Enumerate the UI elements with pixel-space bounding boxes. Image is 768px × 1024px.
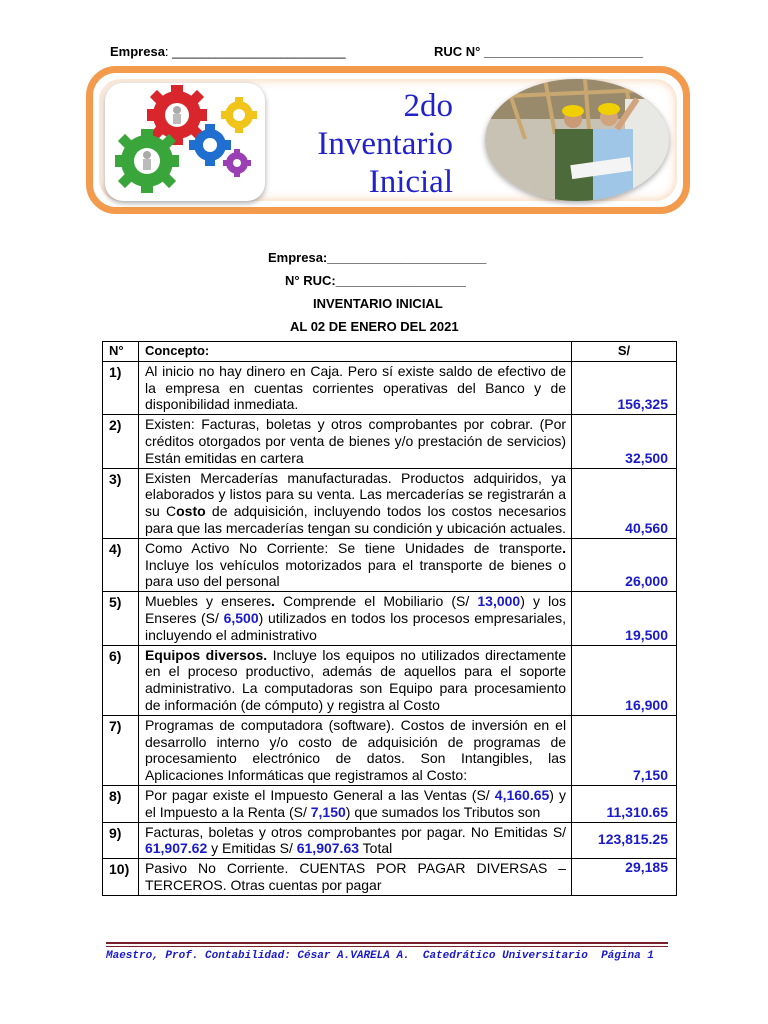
title-line-3: Inicial [368, 164, 453, 200]
row-amount: 26,000 [572, 538, 677, 591]
row-num: 10) [103, 859, 139, 896]
table-row [103, 415, 677, 468]
footer-rule-thin [106, 946, 668, 947]
row-amount: 32,500 [572, 415, 677, 468]
table-row [103, 538, 677, 591]
table-row [103, 715, 677, 785]
table-row [103, 592, 677, 645]
row-amount: 16,900 [572, 645, 677, 715]
table-header-row [103, 342, 677, 362]
gear-yellow-icon [221, 97, 257, 133]
row-concept: Existen: Facturas, boletas y otros comprobantes por cobrar. (Por créditos otorgados por venta de bienes y/o prestación de servicios) Están emitidas en cartera [138, 415, 571, 468]
table-row [103, 785, 677, 822]
gear-green-icon [115, 129, 179, 193]
table-row [103, 468, 677, 538]
row-concept: Muebles y enseres. Comprende el Mobiliario (S/ 13,000) y los Enseres (S/ 6,500) utilizados en todos los procesos empresariales, incluyendo el administrativo [138, 592, 571, 645]
row-num: 1) [103, 361, 139, 414]
table-row [103, 645, 677, 715]
col-header-amount: S/ [572, 342, 677, 362]
heading-date: AL 02 DE ENERO DEL 2021 [290, 319, 459, 334]
title-line-1: 2do [403, 88, 453, 124]
row-concept: Al inicio no hay dinero en Caja. Pero sí existe saldo de efectivo de la empresa en cuentas corrientes operativas del Banco y de disponibilidad inmediata. [138, 361, 571, 414]
row-num: 5) [103, 592, 139, 645]
empresa-label: Empresa [110, 44, 165, 59]
workers-photo [485, 79, 669, 201]
row-num: 9) [103, 822, 139, 859]
row-amount: 40,560 [572, 468, 677, 538]
footer-rule [106, 942, 668, 944]
row-amount: 11,310.65 [572, 785, 677, 822]
table-row [103, 822, 677, 859]
row-concept: Por pagar existe el Impuesto General a las Ventas (S/ 4,160.65) y el Impuesto a la Renta (S/ 7,150) que sumados los Tributos son [138, 785, 571, 822]
row-concept: Como Activo No Corriente: Se tiene Unidades de transporte. Incluye los vehículos motorizados para el transporte de bienes o para uso del personal [138, 538, 571, 591]
row-num: 3) [103, 468, 139, 538]
col-header-concept: Concepto: [138, 342, 571, 362]
row-num: 6) [103, 645, 139, 715]
row-amount: 19,500 [572, 592, 677, 645]
table-row [103, 361, 677, 414]
row-num: 7) [103, 715, 139, 785]
heading-empresa: Empresa:______________________ [268, 250, 487, 265]
heading-title: INVENTARIO INICIAL [313, 296, 443, 311]
banner-title [283, 87, 453, 201]
row-concept: Programas de computadora (software). Costos de inversión en el desarrollo interno y/o costo de adquisición de programas de procesamiento electrónico de datos. Son Intangibles, las Aplicaciones Informáticas que registramos al Costo: [138, 715, 571, 785]
row-concept: Facturas, boletas y otros comprobantes por pagar. No Emitidas S/ 61,907.62 y Emitidas S/ 61,907.63 Total [138, 822, 571, 859]
row-amount: 29,185 [572, 859, 677, 896]
ruc-label: RUC N° ______________________ [434, 44, 644, 59]
footer-text: Maestro, Prof. Contabilidad: César A.VARELA A. Catedrático Universitario Página 1 [106, 950, 654, 962]
title-banner [86, 66, 690, 214]
col-header-num: N° [103, 342, 139, 362]
gear-purple-icon [223, 149, 251, 177]
row-amount: 123,815.25 [572, 822, 677, 859]
row-concept: Existen Mercaderías manufacturadas. Productos adquiridos, ya elaborados y listos para su venta. Las mercaderías se registrarán a su Costo de adquisición, incluyendo todos los costos necesarios para que las mercaderías tengan su condición y ubicación actuales. [138, 468, 571, 538]
heading-ruc: N° RUC:__________________ [285, 273, 466, 288]
inventory-table [102, 341, 677, 896]
top-header [110, 44, 670, 59]
row-num: 4) [103, 538, 139, 591]
empresa-blank: : ________________________ [164, 44, 346, 59]
row-concept: Pasivo No Corriente. CUENTAS POR PAGAR DIVERSAS – TERCEROS. Otras cuentas por pagar [138, 859, 571, 896]
gears-image [105, 83, 265, 201]
row-num: 2) [103, 415, 139, 468]
row-amount: 7,150 [572, 715, 677, 785]
row-amount: 156,325 [572, 361, 677, 414]
row-concept: Equipos diversos. Incluye los equipos no utilizados directamente en el proceso productivo, además de aquellos para el soporte administrativo. La computadoras son Equipo para procesamiento de información (de cómputo) y registra al Costo [138, 645, 571, 715]
table-row [103, 859, 677, 896]
title-line-2: Inventario [317, 126, 453, 162]
row-num: 8) [103, 785, 139, 822]
